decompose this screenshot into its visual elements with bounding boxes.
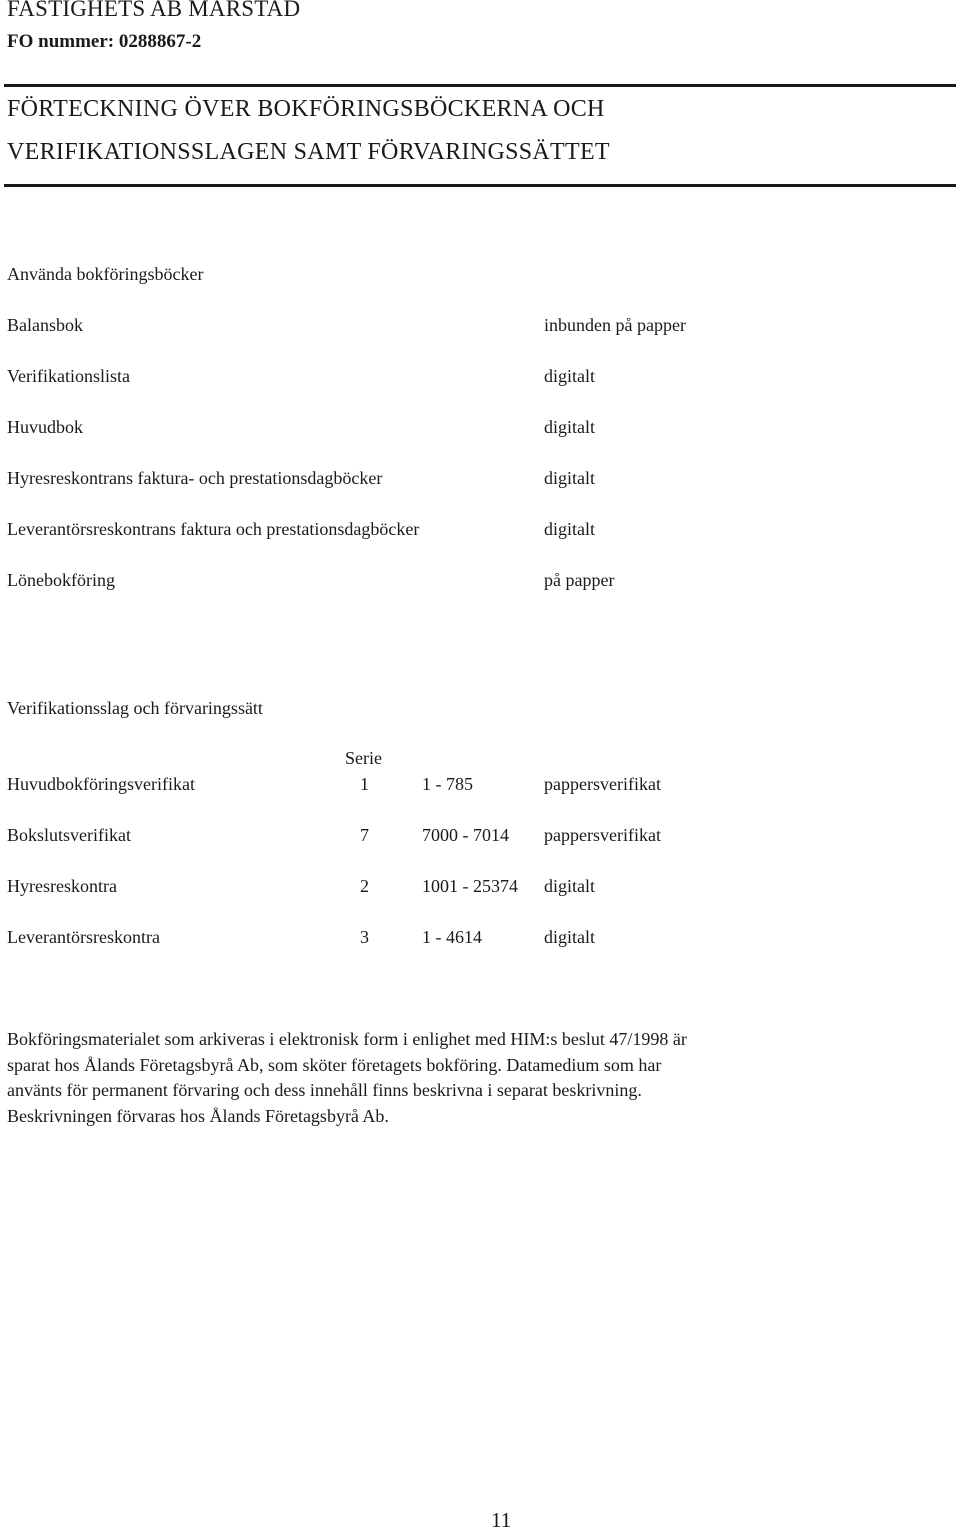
book-label: Lönebokföring bbox=[7, 570, 115, 590]
book-value: digitalt bbox=[544, 468, 595, 488]
book-label: Leverantörsreskontrans faktura och prestationsdagböcker bbox=[7, 519, 420, 539]
book-label: Hyresreskontrans faktura- och prestationsdagböcker bbox=[7, 468, 383, 488]
books-heading: Använda bokföringsböcker bbox=[7, 264, 204, 284]
book-label: Huvudbok bbox=[7, 417, 83, 437]
document-title-line2: VERIFIKATIONSSLAGEN SAMT FÖRVARINGSSÄTTET bbox=[7, 139, 610, 165]
paragraph-line: Bokföringsmaterialet som arkiveras i elektronisk form i enlighet med HIM:s beslut 47/1998 är bbox=[7, 1029, 687, 1049]
verification-range: 1001 - 25374 bbox=[422, 876, 518, 896]
book-value: digitalt bbox=[544, 519, 595, 539]
verification-range: 7000 - 7014 bbox=[422, 825, 509, 845]
verification-serie: 3 bbox=[360, 927, 369, 947]
company-name: FASTIGHETS AB MARSTAD bbox=[7, 0, 301, 21]
page-number: 11 bbox=[491, 1508, 512, 1532]
verification-type: digitalt bbox=[544, 927, 595, 947]
verification-serie: 2 bbox=[360, 876, 369, 896]
book-value: digitalt bbox=[544, 366, 595, 386]
archiving-paragraph bbox=[7, 1027, 937, 1129]
fo-number: FO nummer: 0288867-2 bbox=[7, 31, 202, 52]
verification-serie: 1 bbox=[360, 774, 369, 794]
verifications-heading: Verifikationsslag och förvaringssätt bbox=[7, 698, 263, 718]
verification-type: digitalt bbox=[544, 876, 595, 896]
title-top-rule bbox=[4, 84, 956, 87]
book-label: Verifikationslista bbox=[7, 366, 130, 386]
verification-label: Hyresreskontra bbox=[7, 876, 117, 896]
verification-label: Huvudbokföringsverifikat bbox=[7, 774, 195, 794]
verification-label: Leverantörsreskontra bbox=[7, 927, 160, 947]
verification-label: Bokslutsverifikat bbox=[7, 825, 131, 845]
book-value: inbunden på papper bbox=[544, 315, 686, 335]
book-value: digitalt bbox=[544, 417, 595, 437]
verification-serie: 7 bbox=[360, 825, 369, 845]
document-title-line1: FÖRTECKNING ÖVER BOKFÖRINGSBÖCKERNA OCH bbox=[7, 96, 605, 122]
paragraph-line: Beskrivningen förvaras hos Ålands Företagsbyrå Ab. bbox=[7, 1105, 389, 1126]
title-bottom-rule bbox=[4, 184, 956, 187]
verification-range: 1 - 785 bbox=[422, 774, 473, 794]
paragraph-line: använts för permanent förvaring och dess innehåll finns beskrivna i separat beskrivning. bbox=[7, 1080, 642, 1100]
verification-type: pappersverifikat bbox=[544, 774, 661, 794]
book-label: Balansbok bbox=[7, 315, 83, 335]
book-value: på papper bbox=[544, 570, 615, 590]
verification-type: pappersverifikat bbox=[544, 825, 661, 845]
paragraph-line: sparat hos Ålands Företagsbyrå Ab, som sköter företagets bokföring. Datamedium som har bbox=[7, 1054, 662, 1075]
verification-range: 1 - 4614 bbox=[422, 927, 482, 947]
serie-column-header: Serie bbox=[345, 748, 382, 768]
